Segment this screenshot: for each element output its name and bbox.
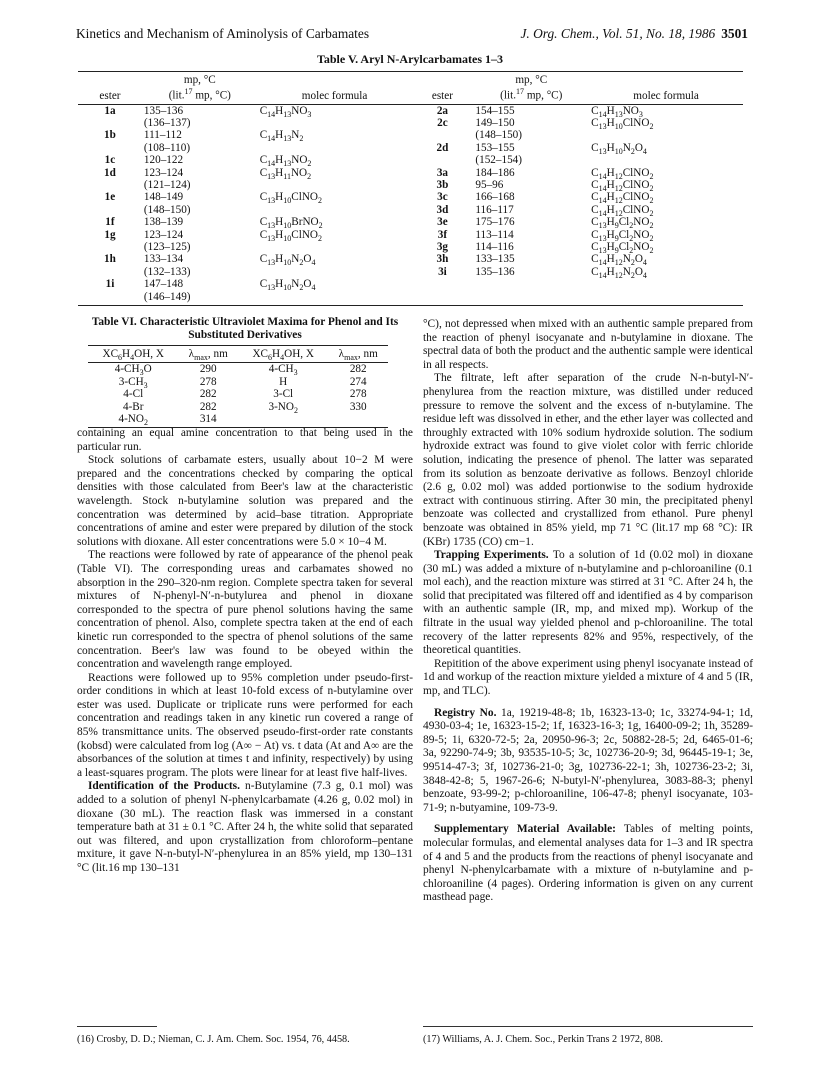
table5-title: Table V. Aryl N-Arylcarbamates 1–3 (316, 52, 504, 66)
formula-cell (258, 179, 412, 191)
table-row (78, 117, 743, 129)
ester-cell: 2c (437, 116, 448, 129)
mp-cell: 114–116 (475, 241, 514, 254)
lambda-cell (328, 413, 388, 428)
lambda-cell: 282 (199, 388, 217, 401)
formula-cell: $C_{14}H_{12}ClNO_2$ (591, 191, 654, 206)
table-row (88, 401, 388, 413)
formula-cell: $C_{14}H_{12}N_2O_4$ (591, 253, 647, 268)
t5-header-formula: molec formula (258, 72, 412, 105)
ester-cell: 3e (437, 216, 448, 229)
mp-cell: (136–137) (143, 116, 191, 129)
mp-cell: (108–110) (143, 141, 191, 154)
mp-cell: 148–149 (143, 191, 184, 204)
mp-cell: 154–155 (475, 104, 515, 117)
paragraph: Stock solutions of carbamate esters, usually about 10−2 M were prepared and the concentrations checked by comparing the optical densities with those calculated from Beer's law at the characteristic wavelength. Stock n-butylamine solution was prepared and the concentration was determined by acid–base titration. Appropriate concentrations of amine and ester were prepared by dilution of the stock solutions with dioxane. All ester concentrations were 5.0 × 10−4 M. (77, 454, 413, 548)
lambda-cell: 330 (349, 400, 367, 413)
t5-header-ester-2: ester (411, 72, 473, 105)
formula-cell: $C_{13}H_9Cl_2NO_2$ (591, 216, 654, 231)
table-row (78, 216, 743, 228)
formula-cell: $C_{13}H_{11}NO_2$ (259, 166, 312, 181)
right-column-body (423, 318, 753, 905)
table-row (88, 413, 388, 428)
running-header-title: Kinetics and Mechanism of Aminolysis of Carbamates (76, 26, 370, 41)
ester-cell (411, 154, 473, 166)
paragraph (423, 549, 753, 658)
substituent-cell: $4-CH_3$ (268, 363, 298, 378)
paragraph (423, 707, 753, 816)
t6-header-lambda: $\lambda_{max}$, nm (178, 346, 238, 363)
formula-cell (258, 142, 412, 154)
ester-cell: 3i (438, 265, 447, 278)
t5-header-ester: ester (78, 72, 142, 105)
ester-cell: 1b (104, 129, 116, 142)
mp-cell: 123–124 (143, 166, 184, 179)
mp-cell: (121–124) (143, 178, 191, 191)
paragraph (77, 780, 413, 875)
substituent-cell: $4-CH_3O$ (114, 363, 152, 378)
formula-cell: $C_{13}H_{10}N_2O_4$ (591, 141, 647, 156)
ester-cell: 3f (437, 228, 448, 241)
ester-cell: 2d (436, 141, 449, 154)
substituent-cell: H (279, 375, 288, 388)
formula-cell: $C_{14}H_{12}N_2O_4$ (591, 265, 647, 281)
mp-cell: 166–168 (475, 191, 515, 204)
formula-cell: $C_{14}H_{12}ClNO_2$ (591, 166, 654, 181)
paragraph: Repitition of the above experiment using phenyl isocyanate instead of 1d and workup of the reaction mixture yielded a mixture of 4 and 5 (IR, mp, and TLC). (423, 657, 753, 698)
formula-cell (258, 117, 412, 129)
paragraph-text: 1a, 19219-48-8; 1b, 16323-13-0; 1c, 33274-94-1; 1d, 4930-03-4; 1e, 16323-15-2; 1f, 16323-16-3; 1g, 16400-09-2; 1h, 35289-89-5; 1i, 6320-72-5; 2a, 20950-96-3; 2c, 50882-28-5; 2d, 6465-01-6; 3a, 92290-74-9; 3b, 93535-10-5; 3c, 102736-20-9; 3d, 96445-19-1; 3e, 99514-47-3; 3f, 102736-21-0; 3g, 102736-22-1; 3h, 102736-23-2; 3i, 3848-42-8; 5, 1967-26-6; N-butyl-N′-phenylurea, 3083-88-3; phenyl benzoate, 93-99-2; p-chloroaniline, 106-47-8; phenyl isocyanate, 103-71-9; n-butyamine, 109-73-9. (423, 706, 753, 814)
formula-cell: $C_{13}H_9Cl_2NO_2$ (591, 228, 654, 243)
ester-cell: 1f (105, 216, 115, 229)
formula-cell (258, 266, 412, 278)
table-row (78, 266, 743, 278)
table-row (78, 253, 743, 265)
lambda-cell: 278 (349, 388, 367, 401)
substituent-cell: $3-CH_3$ (118, 375, 148, 391)
t5-header-mp-2: mp, °C (lit.$^{17}$ mp, °C) (473, 72, 589, 105)
substituent-cell: 4-Cl (123, 388, 144, 401)
ester-cell: 1i (105, 278, 115, 291)
table-row (88, 376, 388, 388)
table-row (78, 104, 743, 117)
ester-cell: 3b (436, 178, 449, 191)
paragraph: The filtrate, left after separation of the crude N-n-butyl-N′-phenylurea from the reaction mixture, was distilled under reduced pressure to remove the solvent and the excess of n-butylamine. The residue left was dissolved in ether, and the ether layer was collected and throughly extracted with 10% sodium hydroxide solution. The sodium hydroxide extract was found to give violet color with ferric chloride solution, indicating the presence of phenol. The latter was separated from its solution as benzoate derivative as follows. Benzoyl chloride (2.6 g, 0.02 mol) was added portionwise to the sodium hydroxide extract with continuous stirring. After 30 min, the precipitated phenyl benzoate was collected and crystallized from ethanol. Pure phenyl benzoate was obtained in 85% yield, mp 71 °C (lit.17 mp 68 °C): IR (KBr) 1735 (CO) cm−1. (423, 372, 753, 548)
ester-cell (78, 204, 142, 216)
section-heading: Registry No. (434, 706, 497, 719)
mp-cell: 135–136 (475, 265, 515, 278)
paragraph-text: n-Butylamine (7.3 g, 0.1 mol) was added to a solution of phenyl N-phenylcarbamate (4.26 g, 0.02 mol) in dioxane (30 mL). The reaction flask was immersed in a constant temperature bath at 31 ± 0.1 °C. After 24 h, the white solid that separated out was filtered, and upon crystallization from chloroform–pentane mxiture, it gave N-n-butyl-N′-phenylurea in an 85% yield, mp 130–131 °C (lit.16 mp 130–131 (77, 780, 413, 874)
table6-body (88, 363, 388, 428)
t5-header-formula-2: molec formula (589, 72, 743, 105)
table-row (78, 278, 743, 290)
ester-cell (78, 291, 142, 306)
mp-cell: 113–114 (475, 228, 514, 241)
table-row (78, 154, 743, 166)
formula-cell: $C_{14}H_{12}ClNO_2$ (591, 203, 654, 219)
mp-cell: 147–148 (143, 278, 184, 291)
formula-cell: $C_{13}H_9Cl_2NO_2$ (591, 241, 654, 256)
footnote-rule (77, 1026, 157, 1027)
table-row (78, 191, 743, 203)
formula-cell: $C_{14}H_{13}NO_3$ (259, 104, 312, 119)
section-heading: Supplementary Material Available: (434, 823, 616, 836)
ester-cell (411, 278, 473, 290)
table-row (78, 179, 743, 191)
paragraph: containing an equal amine concentration to that being used in the particular run. (77, 427, 413, 453)
page-number: 3501 (721, 26, 748, 41)
section-heading: Identification of the Products. (88, 780, 240, 793)
ester-cell: 1d (104, 166, 116, 179)
paragraph: Reactions were followed up to 95% completion under pseudo-first-order conditions in which at least 10-fold excess of n-butylamine over ester was used. Duplicate or triplicate runs were performed for each concentration and readings taken in any kinetic run covered a range of 85% transmittance units. The observed pseudo-first-order rate constants (kobsd) were calculated from log (A∞ − At) vs. t data (At and A∞ are the absorbances of the solution at times t and infinity, respectively) by using a least-squares program. The plots were linear for at least five half-lives. (77, 671, 413, 779)
table-row (78, 142, 743, 154)
t5-header-mp: mp, °C (lit.$^{17}$ mp, °C) (142, 72, 258, 105)
formula-cell: $C_{13}H_{10}ClNO_2$ (259, 228, 322, 243)
formula-cell (258, 291, 412, 306)
mp-cell: 120–122 (143, 154, 184, 167)
mp-cell: 175–176 (475, 216, 515, 229)
section-heading: Trapping Experiments. (434, 549, 549, 562)
substituent-cell: $3-NO_2$ (268, 400, 298, 415)
table-row (88, 388, 388, 400)
mp-cell: 153–155 (475, 141, 515, 154)
lambda-cell: 314 (178, 413, 238, 428)
running-header-journal (520, 26, 748, 42)
table5 (78, 71, 743, 306)
mp-cell (473, 291, 589, 306)
left-column-body (77, 427, 413, 876)
table-row (78, 167, 743, 179)
ester-cell (411, 291, 473, 306)
mp-cell: (146–149) (142, 291, 258, 306)
lambda-cell: 278 (199, 375, 217, 388)
ester-cell: 2a (436, 104, 449, 117)
mp-cell: 184–186 (475, 166, 515, 179)
formula-cell (258, 204, 412, 216)
mp-cell (473, 278, 589, 290)
table6 (88, 345, 388, 428)
mp-cell: (123–125) (143, 241, 191, 254)
table-row (78, 229, 743, 241)
formula-cell: $C_{14}H_{12}ClNO_2$ (591, 178, 654, 194)
ester-cell: 1h (104, 253, 116, 266)
table5-body (78, 104, 743, 306)
ester-cell: 1a (104, 104, 116, 117)
formula-cell (589, 278, 743, 290)
ester-cell (78, 117, 142, 129)
table-row (78, 204, 743, 216)
mp-cell: 135–136 (143, 104, 184, 117)
mp-cell: 133–135 (475, 253, 515, 266)
mp-cell: 116–117 (475, 203, 514, 216)
mp-cell: (148–150) (143, 203, 191, 216)
substituent-cell: 4-Br (122, 400, 144, 413)
mp-cell: (148–150) (475, 129, 522, 142)
formula-cell: $C_{13}H_{10}BrNO_2$ (259, 216, 323, 231)
formula-cell (589, 291, 743, 306)
paragraph-text: Tables of melting points, molecular formulas, and elemental analyses data for 1–3 and IR spectra of 4 and 5 and the products from the reactions of phenyl isocyanate and phenyl N-phenylcarbamate with a mixture of n-butylamine and p-chloroaniline (4 pages). Ordering information is given on any current masthead page. (423, 823, 753, 904)
lambda-cell: 282 (349, 363, 367, 376)
ester-cell: 3a (436, 166, 449, 179)
formula-cell (258, 241, 412, 253)
formula-cell (589, 154, 743, 166)
formula-cell: $C_{13}H_{10}N_2O_4$ (259, 278, 316, 293)
ester-cell: 3g (436, 241, 449, 254)
mp-cell: (152–154) (475, 154, 522, 167)
formula-cell: $C_{14}H_{13}NO_3$ (591, 104, 643, 119)
table-row (78, 291, 743, 306)
footnote-16: (16) Crosby, D. D.; Nieman, C. J. Am. Chem. Soc. 1954, 76, 4458. (77, 1034, 350, 1045)
ester-cell (78, 179, 142, 191)
mp-cell: 95–96 (475, 178, 504, 191)
paragraph: The reactions were followed by rate of appearance of the phenol peak (Table VI). The corresponding ureas and carbamates showed no absorption in the 290–320-nm region. Complete spectra taken for several mixtures of N-phenyl-N′-n-butylurea and phenol in dioxane corresponded to the spectra of pure phenol solutions having the same concentration of phenol. Also, complete spectra taken at the end of each kinetic run corresponded to the spectra of phenol solutions of the same concentration. Beer's law was found to be obeyed within the concentration and wavelength range employed. (77, 549, 413, 671)
mp-cell: 149–150 (475, 116, 515, 129)
paragraph-text: To a solution of 1d (0.02 mol) in dioxane (30 mL) was added a mixture of n-butylamine and p-chloroaniline (0.1 mol each), and the reaction mixture was stirred at 31 °C. After 24 h, the solid that precipitated was filtered off and identified as 4 by comparison with an authentic sample (IR, mp, and mixed mp). Workup of the filtrate in the usual way yielded phenol and p-chloroaniline. The total recovery of the latter represents 82% and 95%, respectively, of the theoretical quantities. (423, 549, 753, 657)
ester-cell: 1g (104, 228, 116, 241)
formula-cell (589, 129, 743, 141)
ester-cell (78, 241, 142, 253)
formula-cell: $C_{13}H_{10}ClNO_2$ (259, 191, 322, 206)
formula-cell: $C_{13}H_{10}ClNO_2$ (591, 116, 654, 132)
ester-cell: 3h (436, 253, 449, 266)
mp-cell: 111–112 (143, 129, 182, 142)
footnote-rule (423, 1026, 753, 1027)
t6-header-x: $XC_6H_4OH$, X (88, 346, 178, 363)
substituent-cell (238, 413, 328, 428)
paragraph (423, 823, 753, 905)
journal-citation: J. Org. Chem., Vol. 51, No. 18, 1986 (520, 26, 716, 41)
ester-cell: 3d (436, 203, 449, 216)
ester-cell (78, 266, 142, 278)
substituent-cell: 3-Cl (273, 388, 294, 401)
paragraph: °C), not depressed when mixed with an authentic sample prepared from the reaction of phenyl isocyanate and n-butylamine in dioxane. The spectral data of both the product and the authentic sample were identical in all respects. (423, 318, 753, 371)
table-row (88, 363, 388, 376)
t6-header-x-2: $XC_6H_4OH$, X (238, 346, 328, 363)
lambda-cell: 290 (199, 363, 217, 376)
lambda-cell: 274 (349, 375, 367, 388)
mp-cell: (132–133) (143, 265, 191, 278)
mp-cell: 133–134 (143, 253, 184, 266)
formula-cell: $C_{14}H_{13}NO_2$ (259, 154, 312, 169)
table-row (78, 129, 743, 141)
lambda-cell: 282 (199, 400, 217, 413)
ester-cell: 1e (104, 191, 116, 204)
substituent-cell: $4-NO_2$ (88, 413, 178, 428)
table-row (78, 241, 743, 253)
formula-cell: $C_{13}H_{10}N_2O_4$ (259, 253, 316, 268)
t6-header-lambda-2: $\lambda_{max}$, nm (328, 346, 388, 363)
formula-cell: $C_{14}H_{13}N_2$ (259, 129, 304, 144)
mp-cell: 123–124 (143, 228, 184, 241)
mp-cell: 138–139 (143, 216, 184, 229)
ester-cell: 3c (437, 191, 448, 204)
ester-cell (78, 142, 142, 154)
ester-cell: 1c (104, 154, 116, 167)
table6-title: Table VI. Characteristic Ultraviolet Maxima for Phenol and Its Substituted Derivatives (91, 316, 399, 341)
ester-cell (411, 129, 473, 141)
footnote-17: (17) Williams, A. J. Chem. Soc., Perkin Trans 2 1972, 808. (423, 1034, 663, 1045)
